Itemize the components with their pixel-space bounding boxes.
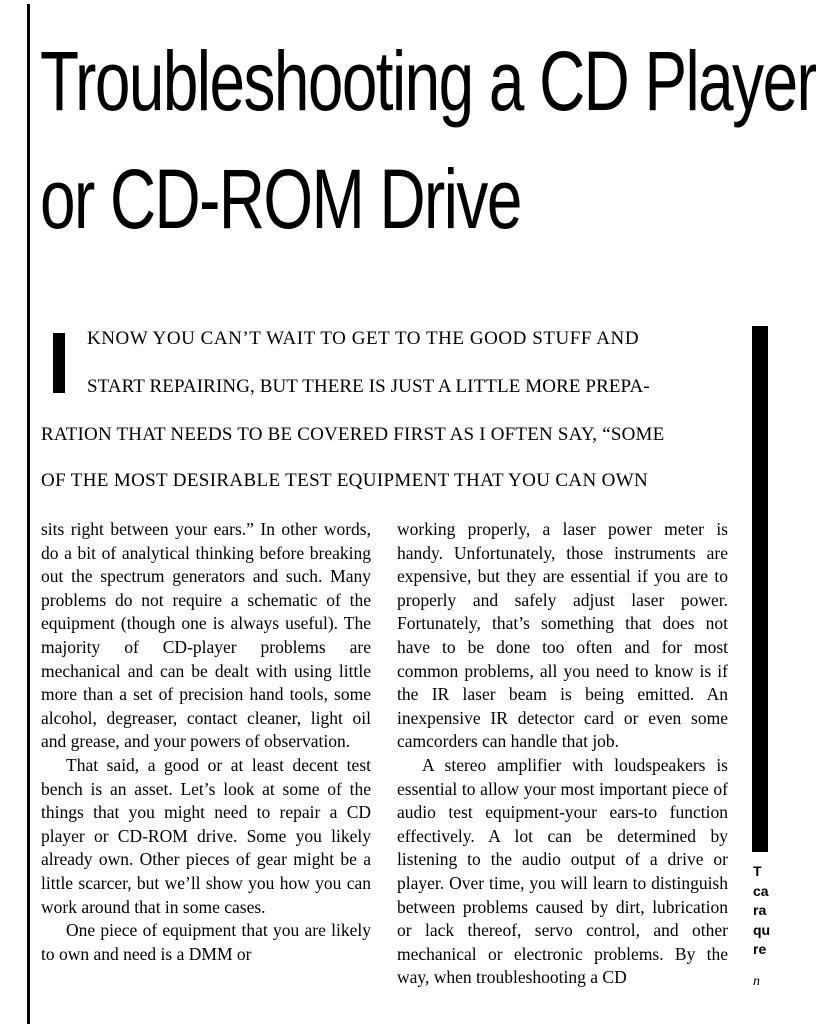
fragment: n bbox=[753, 973, 760, 989]
sidebar-bar bbox=[752, 326, 768, 852]
title-line-1: Troubleshooting a CD Player bbox=[40, 34, 816, 128]
lead-line-2: START REPAIRING, BUT THERE IS JUST A LITTLE MORE PREPA- bbox=[87, 376, 650, 397]
fragment: re bbox=[753, 941, 767, 957]
fragment: ca bbox=[753, 882, 769, 899]
title-line-2: or CD-ROM Drive bbox=[40, 152, 521, 246]
paragraph: A stereo amplifier with loudspeakers is essential to allow your most important piece of audio test equipment-your ears-to function effectively. A lot can be determined by listening to the audio output of a drive or player. Over time, you will learn to distinguish between problems caused by dirt, lubrication or lack thereof, servo control, and other mechanical or electronic problems. By the way, when troubleshooting a CD bbox=[397, 754, 728, 988]
lead-line-4: OF THE MOST DESIRABLE TEST EQUIPMENT THAT YOU CAN OWN bbox=[41, 470, 649, 491]
body-column-2 bbox=[397, 518, 728, 990]
fragment: qu bbox=[753, 921, 771, 938]
lead-line-1: KNOW YOU CAN’T WAIT TO GET TO THE GOOD STUFF AND bbox=[87, 328, 640, 349]
left-margin-rule bbox=[27, 4, 30, 1024]
paragraph: sits right between your ears.” In other words, do a bit of analytical thinking before breaking out the spectrum generators and such. Many problems do not require a schematic of the equipment (though one is always useful). The majority of CD-player problems are mechanical and can be dealt with using little more than a set of precision hand tools, some alcohol, degreaser, contact cleaner, light oil and grease, and your powers of observation. bbox=[41, 519, 371, 752]
fragment: ra bbox=[753, 902, 767, 918]
paragraph: One piece of equipment that you are likely to own and need is a DMM or bbox=[41, 920, 371, 964]
cropped-sidebar-text bbox=[753, 862, 771, 991]
body-column-1 bbox=[41, 518, 371, 966]
paragraph: working properly, a laser power meter is handy. Unfortunately, those instruments are expensive, but they are essential if you are to properly and safely adjust laser power. Fortunately, that’s something that does not have to be done too often and for most common problems, all you need to know is if the IR laser beam is being emitted. An inexpensive IR detector card or even some camcorders can handle that job. bbox=[397, 519, 728, 752]
drop-cap bbox=[53, 333, 65, 393]
article-title bbox=[40, 22, 816, 258]
lead-line-3: RATION THAT NEEDS TO BE COVERED FIRST AS I OFTEN SAY, “SOME bbox=[41, 424, 665, 445]
paragraph: That said, a good or at least decent test bench is an asset. Let’s look at some of the things that you might need to repair a CD player or CD-ROM drive. Some you likely already own. Other pieces of gear might be a little scarcer, but we’ll show you how you can work around that in some cases. bbox=[41, 754, 371, 917]
fragment: T bbox=[753, 863, 762, 879]
